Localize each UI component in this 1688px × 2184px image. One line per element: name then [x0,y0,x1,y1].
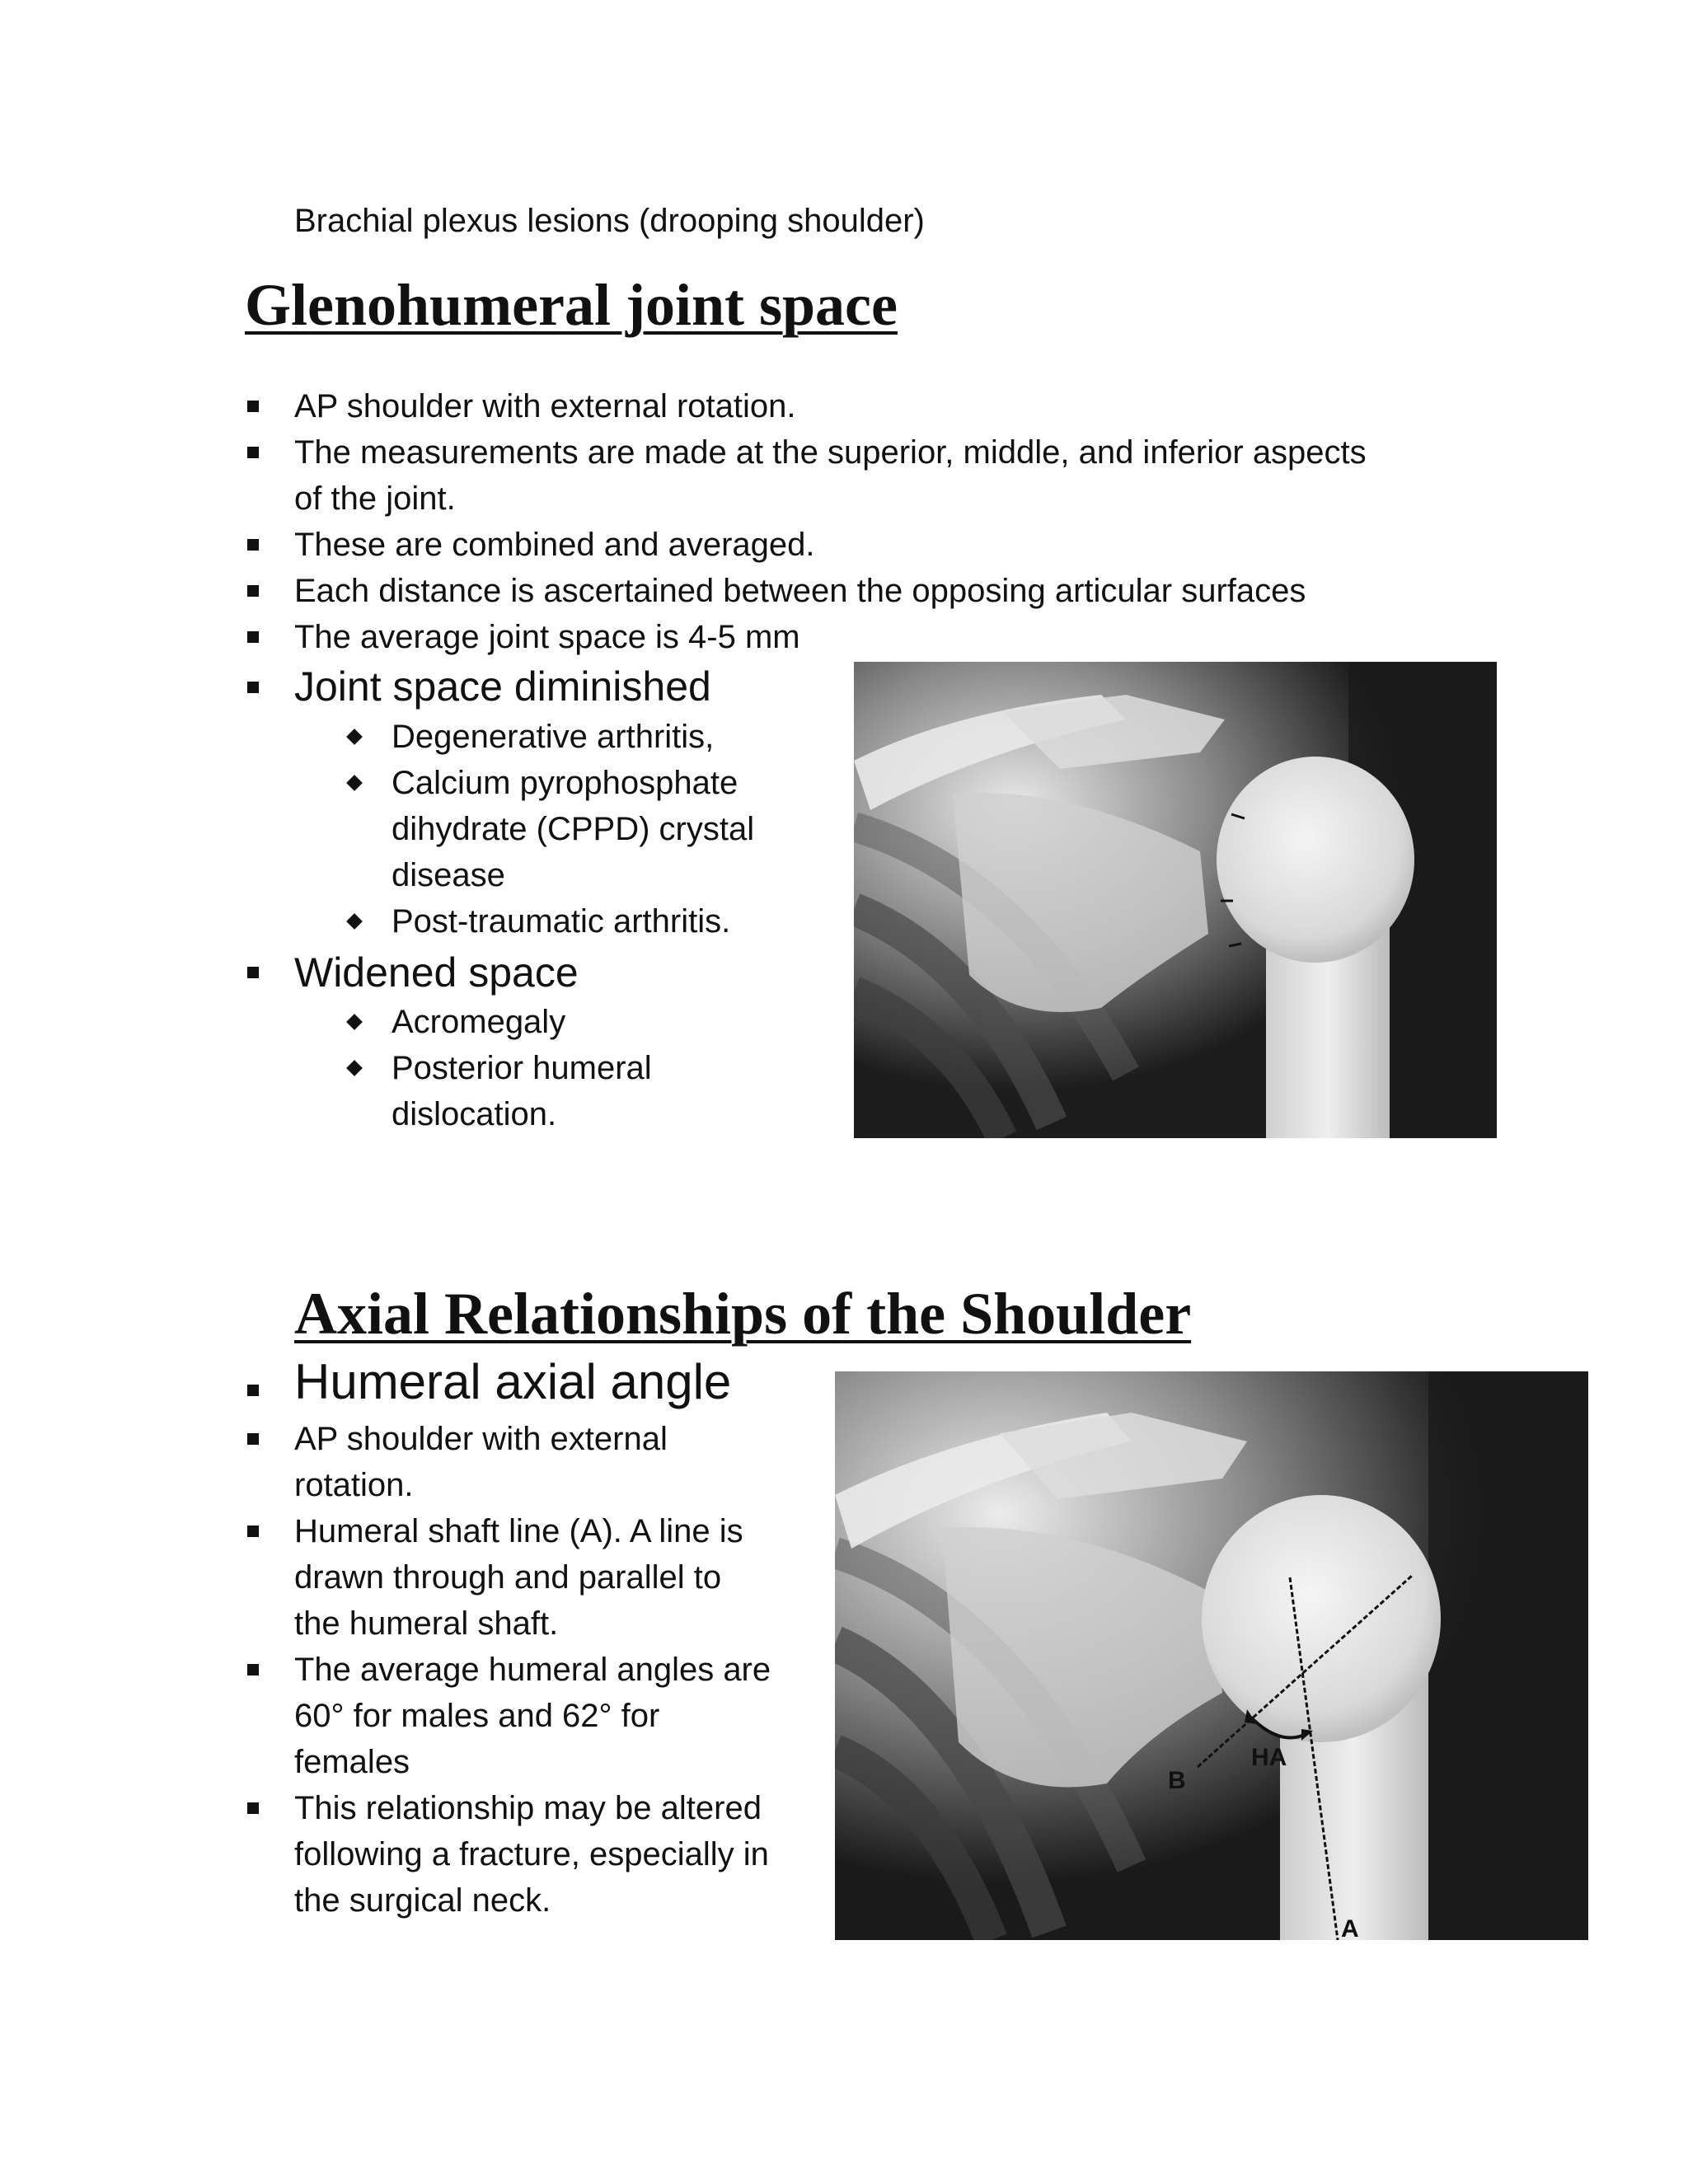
bullet-square-icon [247,1526,259,1537]
widened-label: Widened space [294,949,579,996]
list-item-continuation: rotation. [294,1467,414,1503]
diminished-label: Joint space diminished [294,663,711,710]
bullet-diamond-icon [346,1014,363,1030]
list-item-continuation: of the joint. [294,480,456,517]
bullet-square-icon [247,967,259,978]
list-item-continuation: drawn through and parallel to [294,1559,722,1596]
list-item-continuation: following a fracture, especially in [294,1836,769,1872]
list-item: The measurements are made at the superior, middle, and inferior aspects [294,434,1367,471]
bullet-square-icon [247,585,259,597]
shoulder-xray-joint-space-image [854,662,1497,1138]
label-ha: HA [1251,1744,1287,1771]
list-item-continuation: 60° for males and 62° for [294,1698,660,1734]
bullet-square-icon [247,539,259,551]
bullet-square-icon [247,682,259,693]
section-heading-axial-relationships: Axial Relationships of the Shoulder [294,1281,1192,1347]
section-heading-glenohumeral: Glenohumeral joint space [245,272,898,338]
list-item: Posterior humeral [392,1050,652,1086]
intro-line: Brachial plexus lesions (drooping shoulder) [294,203,925,239]
list-item-continuation: the surgical neck. [294,1882,551,1919]
bullet-diamond-icon [346,775,363,791]
list-item: This relationship may be altered [294,1790,762,1826]
list-item-continuation: the humeral shaft. [294,1605,559,1642]
list-item-continuation: females [294,1744,410,1780]
list-item: The average humeral angles are [294,1652,771,1688]
list-item-continuation: dislocation. [392,1096,557,1132]
list-item: Acromegaly [392,1004,566,1040]
list-item: AP shoulder with external [294,1421,668,1457]
list-item: Post-traumatic arthritis. [392,903,731,940]
bullet-square-icon [247,1433,259,1445]
label-b: B [1168,1767,1186,1794]
bullet-square-icon [247,401,259,412]
humeral-axial-angle-label: Humeral axial angle [294,1354,732,1409]
list-item: Humeral shaft line (A). A line is [294,1513,743,1549]
list-item-continuation: dihydrate (CPPD) crystal [392,811,755,847]
bullet-square-icon [247,1385,259,1396]
label-a: A [1341,1915,1359,1940]
bullet-square-icon [247,1802,259,1814]
list-item: These are combined and averaged. [294,527,815,563]
list-item: Each distance is ascertained between the opposing articular surfaces [294,573,1306,609]
list-item: Degenerative arthritis, [392,719,715,755]
list-item-continuation: disease [392,857,505,893]
shoulder-xray-humeral-angle-image [835,1371,1588,1940]
bullet-diamond-icon [346,1060,363,1076]
list-item: The average joint space is 4-5 mm [294,619,800,655]
bullet-square-icon [247,1664,259,1675]
list-item: Calcium pyrophosphate [392,765,738,801]
bullet-square-icon [247,631,259,643]
bullet-diamond-icon [346,913,363,930]
list-item: AP shoulder with external rotation. [294,388,796,424]
bullet-diamond-icon [346,729,363,745]
bullet-square-icon [247,447,259,458]
